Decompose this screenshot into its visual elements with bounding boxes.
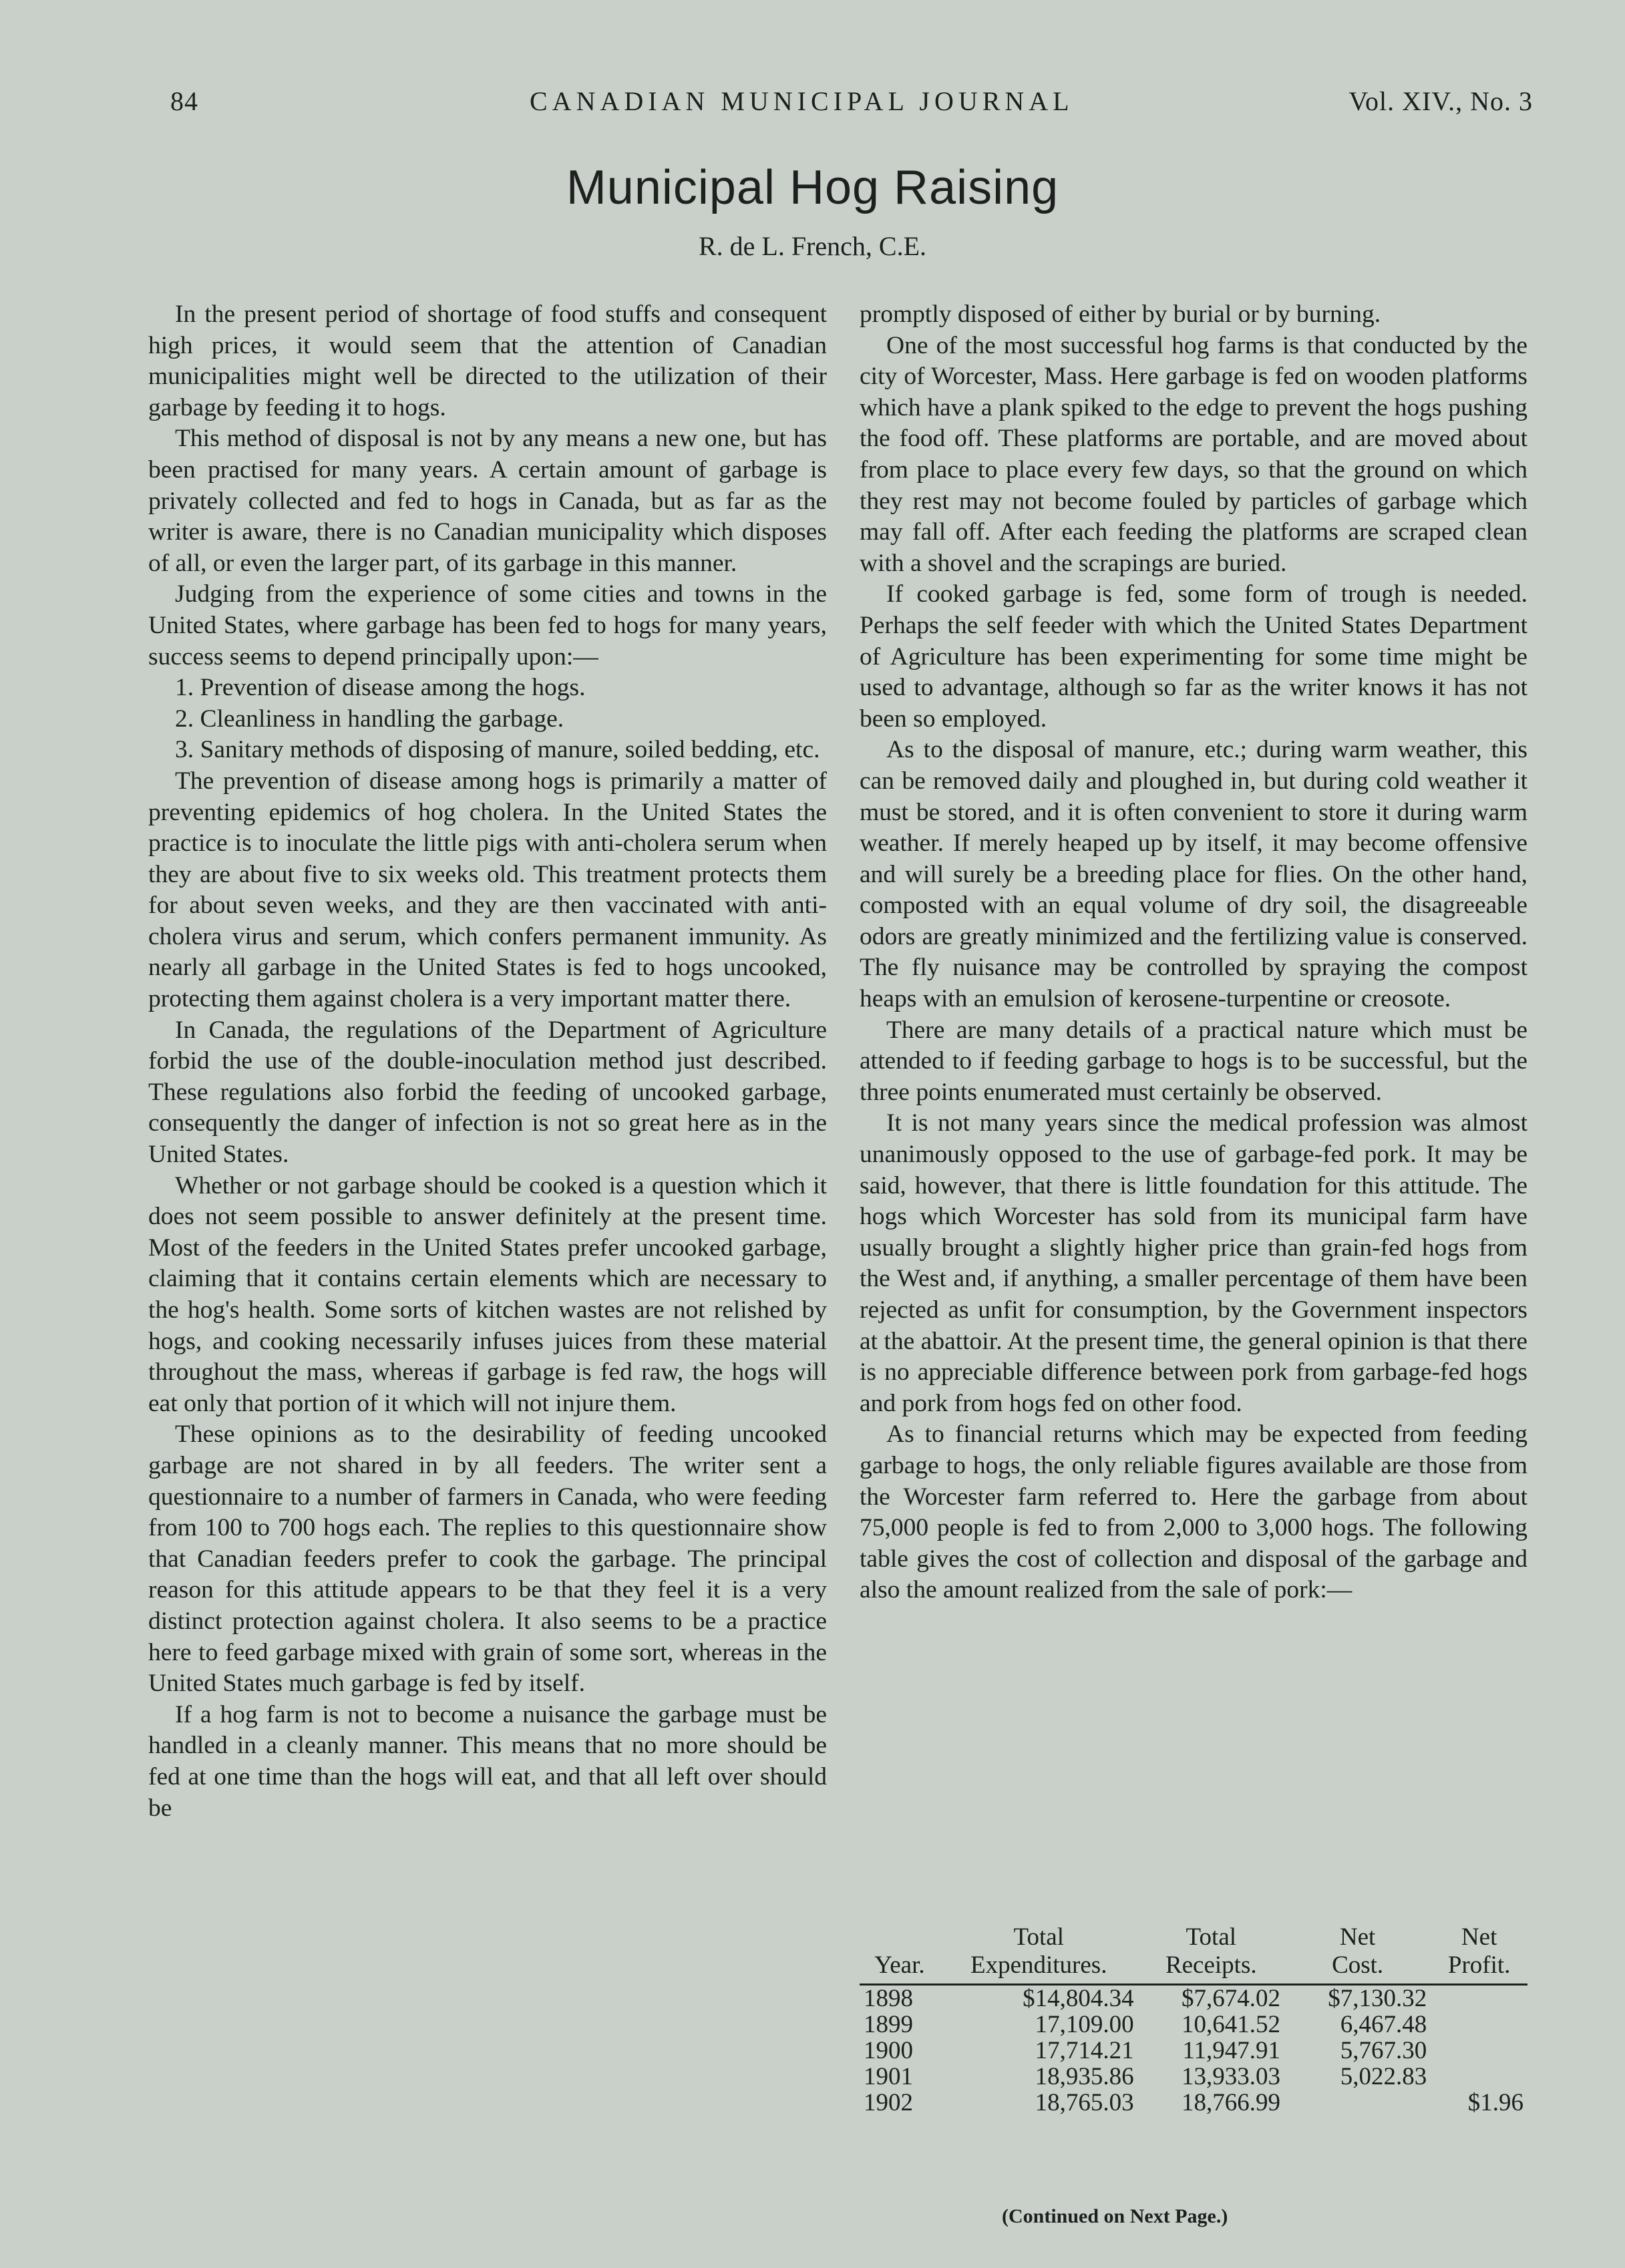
table-row: [860, 2064, 1527, 2090]
column-header: Net Profit.: [1431, 1923, 1527, 1985]
page-number: 84: [170, 86, 198, 116]
table-cell: 1902: [864, 2089, 913, 2116]
table-cell: 6,467.48: [1340, 2011, 1427, 2038]
column-header: Total Receipts.: [1138, 1923, 1284, 1985]
paragraph: As to the disposal of manure, etc.; during warm weather, this can be removed daily and ploughed in, but during cold weather it must be stored, and it is often convenient to store it during warm weather. If merely heaped up by itself, it may become offensive and will surely be a breeding place for flies. On the other hand, composted with an equal volume of dry soil, the disagreeable odors are greatly minimized and the fertilizing value is conserved. The fly nuisance may be controlled by spraying the compost heaps with an emulsion of kerosene-turpentine or creosote.: [860, 736, 1527, 1013]
paragraph: Whether or not garbage should be cooked is a question which it does not seem possible to answer definitely at the present time. Most of the feeders in the United States prefer uncooked garbage, claiming that it contains certain elements which are necessary to the hog's health. Some sorts of kitchen wastes are not relished by hogs, and cooking necessarily infuses juices from these material throughout the mass, whereas if garbage is fed raw, the hogs will eat only that portion of it which will not injure them.: [148, 1171, 827, 1417]
table-cell: $7,674.02: [1181, 1985, 1280, 2012]
article-title: Municipal Hog Raising: [566, 161, 1059, 214]
journal-title: CANADIAN MUNICIPAL JOURNAL: [530, 86, 1074, 116]
paragraph: This method of disposal is not by any means a new one, but has been practised for many years. A certain amount of garbage is privately collected and fed to hogs in Canada, but as far as the writer is aware, there is no Canadian municipality which disposes of all, or even the larger part, of its garbage in this manner.: [148, 425, 827, 577]
continued-note: (Continued on Next Page.): [1002, 2205, 1228, 2227]
column-header: Total Expenditures.: [940, 1923, 1138, 1985]
paragraph: It is not many years since the medical profession was almost unanimously opposed to the use of garbage-fed pork. It may be said, however, that there is little foundation for this attitude. The hogs which Worcester has sold from its municipal farm have usually brought a slightly higher price than grain-fed hogs from the West and, if anything, a smaller percentage of them have been rejected as unfit for consumption, by the Government inspectors at the abattoir. At the present time, the general opinion is that there is no appreciable difference between pork from garbage-fed hogs and pork from hogs fed on other food.: [860, 1109, 1527, 1417]
table-cell: 13,933.03: [1181, 2063, 1280, 2090]
paragraph: Judging from the experience of some cities and towns in the United States, where garbage has been fed to hogs for many years, success seems to depend principally upon:—: [148, 580, 827, 671]
table-cell: 1900: [864, 2037, 913, 2064]
paragraph: The prevention of disease among hogs is primarily a matter of preventing epidemics of hog cholera. In the United States the practice is to inoculate the little pigs with anti-cholera serum when they are about five to six weeks old. This treatment protects them for about seven weeks, and they are then vaccinated with anti-cholera virus and serum, which confers permanent immunity. As nearly all garbage in the United States is fed to hogs uncooked, protecting them against cholera is a very important matter there.: [148, 767, 827, 1013]
paragraph: promptly disposed of either by burial or by burning.: [860, 301, 1381, 328]
table-cell: 18,766.99: [1181, 2089, 1280, 2116]
column-header: Year.: [860, 1923, 940, 1985]
table-row: [860, 1985, 1527, 2012]
table-row: [860, 2012, 1527, 2038]
table-cell: 18,765.03: [1035, 2089, 1134, 2116]
left-column: [148, 299, 827, 1824]
column-header: Net Cost.: [1284, 1923, 1431, 1985]
table-cell: [1431, 1985, 1527, 2012]
running-head: [170, 79, 1533, 126]
paragraph: In Canada, the regulations of the Department of Agriculture forbid the use of the double-inoculation method just described. These regulations also forbid the feeding of uncooked garbage, consequently the danger of infection is not so great here as in the United States.: [148, 1016, 827, 1169]
table-cell: [1431, 2012, 1527, 2038]
table-cell: 18,935.86: [1035, 2063, 1134, 2090]
paragraph: One of the most successful hog farms is that conducted by the city of Worcester, Mass. Here garbage is fed on wooden platforms which have a plank spiked to the edge to prevent the hogs pushing the food off. These platforms are portable, and are moved about from place to place every few days, so that the ground on which they rest may not become fouled by particles of garbage which may fall off. After each feeding the platforms are scraped clean with a shovel and the scrapings are buried.: [860, 331, 1527, 577]
table-cell: 1901: [864, 2063, 913, 2090]
right-column: [860, 299, 1527, 1606]
volume-info: Vol. XIV., No. 3: [1348, 86, 1533, 116]
table-header-row: [860, 1923, 1527, 1985]
table-row: [860, 2038, 1527, 2064]
returns-table: [860, 1923, 1527, 2116]
table-cell: $7,130.32: [1328, 1985, 1427, 2012]
table-cell: 5,767.30: [1340, 2037, 1427, 2064]
paragraph: In the present period of shortage of food stuffs and consequent high prices, it would seem that the attention of Canadian municipalities might well be directed to the utilization of their garbage by feeding it to hogs.: [148, 301, 827, 421]
financial-table: [860, 1923, 1527, 2116]
paragraph: If cooked garbage is fed, some form of trough is needed. Perhaps the self feeder with which the United States Department of Agriculture has been experimenting for some time might be used to advantage, although so far as the writer knows it has not been so employed.: [860, 580, 1527, 733]
table-cell: 5,022.83: [1340, 2063, 1427, 2090]
paragraph: As to financial returns which may be expected from feeding garbage to hogs, the only reliable figures available are those from the Worcester farm referred to. Here the garbage from about 75,000 people is fed to from 2,000 to 3,000 hogs. The following table gives the cost of collection and disposal of the garbage and also the amount realized from the sale of pork:—: [860, 1421, 1527, 1604]
table-cell: 17,109.00: [1035, 2011, 1134, 2038]
list-item: 2. Cleanliness in handling the garbage.: [175, 705, 564, 733]
paragraph: These opinions as to the desirability of feeding uncooked garbage are not shared in by all feeders. The writer sent a questionnaire to a number of farmers in Canada, who were feeding from 100 to 700 hogs each. The replies to this questionnaire show that Canadian feeders prefer to cook the garbage. The principal reason for this attitude appears to be that they feel it is a very distinct protection against cholera. It also seems to be a practice here to feed garbage mixed with grain of some sort, whereas in the United States much garbage is fed by itself.: [148, 1421, 827, 1698]
table-cell: [1284, 2090, 1431, 2116]
list-item: 3. Sanitary methods of disposing of manure, soiled bedding, etc.: [175, 736, 820, 764]
table-cell: 17,714.21: [1035, 2037, 1134, 2064]
table-cell: 10,641.52: [1181, 2011, 1280, 2038]
table-cell: $14,804.34: [1023, 1985, 1134, 2012]
table-cell: 11,947.91: [1182, 2037, 1280, 2064]
table-cell: 1898: [864, 1985, 913, 2012]
article-byline: R. de L. French, C.E.: [698, 231, 927, 261]
table-row: [860, 2090, 1527, 2116]
table-cell: 1899: [864, 2011, 913, 2038]
table-cell: [1431, 2064, 1527, 2090]
paragraph: There are many details of a practical nature which must be attended to if feeding garbage to hogs is to be successful, but the three points enumerated must certainly be observed.: [860, 1016, 1527, 1106]
paragraph: If a hog farm is not to become a nuisance the garbage must be handled in a cleanly manner. This means that no more should be fed at one time than the hogs will eat, and that all left over should be: [148, 1700, 827, 1822]
table-cell: $1.96: [1467, 2089, 1523, 2116]
table-cell: [1431, 2038, 1527, 2064]
list-item: 1. Prevention of disease among the hogs.: [175, 674, 586, 702]
